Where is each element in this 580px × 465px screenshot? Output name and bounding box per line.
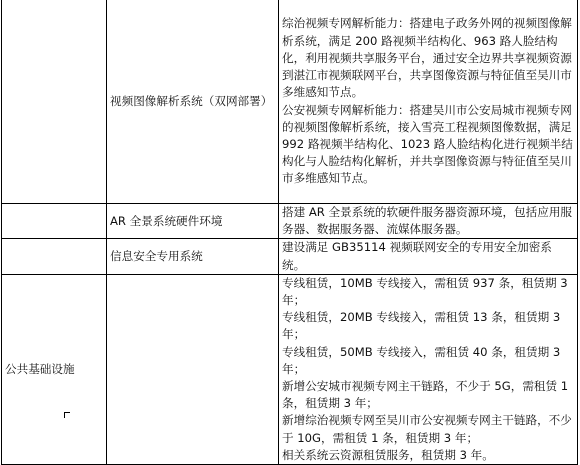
category-cell bbox=[2, 0, 107, 204]
table-row bbox=[2, 204, 578, 239]
category-cell bbox=[2, 204, 107, 239]
lease-line: 专线租赁，10MB 专线接入，需租赁 937 条，租赁期 3 年； bbox=[282, 275, 568, 308]
item-cell bbox=[107, 274, 279, 464]
lease-line: 专线租赁，50MB 专线接入，需租赁 40 条，租赁期 3 年； bbox=[282, 344, 561, 376]
description-cell bbox=[279, 274, 578, 464]
description-cell bbox=[279, 0, 578, 204]
lease-line: 新增公安城市视频专网主干链路，不少于 5G，需租赁 1 条，租赁期 3 年； bbox=[282, 379, 569, 411]
description-cell bbox=[279, 204, 578, 239]
table-row bbox=[2, 0, 578, 204]
description-paragraph: 公安视频专网解析能力：搭建吴川市公安局城市视频专网的视频图像解析系统，接入雪亮工程视频图像数据，满足 992 路视频半结构化、1023 路人脸结构化进行视频半结构化与人脸结构化解析，并共享图像资源与特征值至吴川市多维感知节点。 bbox=[282, 102, 573, 186]
description-paragraph: 搭建 AR 全景系统的软硬件服务器资源环境，包括应用服务器、数据服务器、流媒体服务器。 bbox=[282, 205, 573, 237]
lease-line: 相关系统云资源租赁服务，租赁期 3 年。 bbox=[282, 447, 494, 462]
item-cell: 视频图像解析系统（双网部署） bbox=[107, 0, 279, 204]
table-row bbox=[2, 274, 578, 464]
lease-line: 专线租赁，20MB 专线接入，需租赁 13 条，租赁期 3 年； bbox=[282, 310, 561, 342]
paragraph-mark bbox=[64, 412, 70, 418]
item-cell: 信息安全专用系统 bbox=[107, 239, 279, 274]
lease-line: 新增综治视频专网至吴川市公安视频专网主干链路，不少于 10G，需租赁 1 条，租赁期 3 年； bbox=[282, 413, 572, 445]
category-cell bbox=[2, 239, 107, 274]
item-cell: AR 全景系统硬件环境 bbox=[107, 204, 279, 239]
spec-table bbox=[1, 0, 578, 465]
description-paragraph: 建设满足 GB35114 视频联网安全的专用安全加密系统。 bbox=[282, 240, 552, 272]
description-paragraph: 综治视频专网解析能力：搭建电子政务外网的视频图像解析系统，满足 200 路视频半结构化、963 路人脸结构化，利用视频共享服务平台，通过安全边界共享视频资源到湛江市视频联网平台，共享图像资源与特征值至吴川市多维感知节点。 bbox=[282, 16, 572, 100]
category-cell: 公共基础设施 bbox=[2, 274, 107, 464]
description-cell bbox=[279, 239, 578, 274]
table-row bbox=[2, 239, 578, 274]
